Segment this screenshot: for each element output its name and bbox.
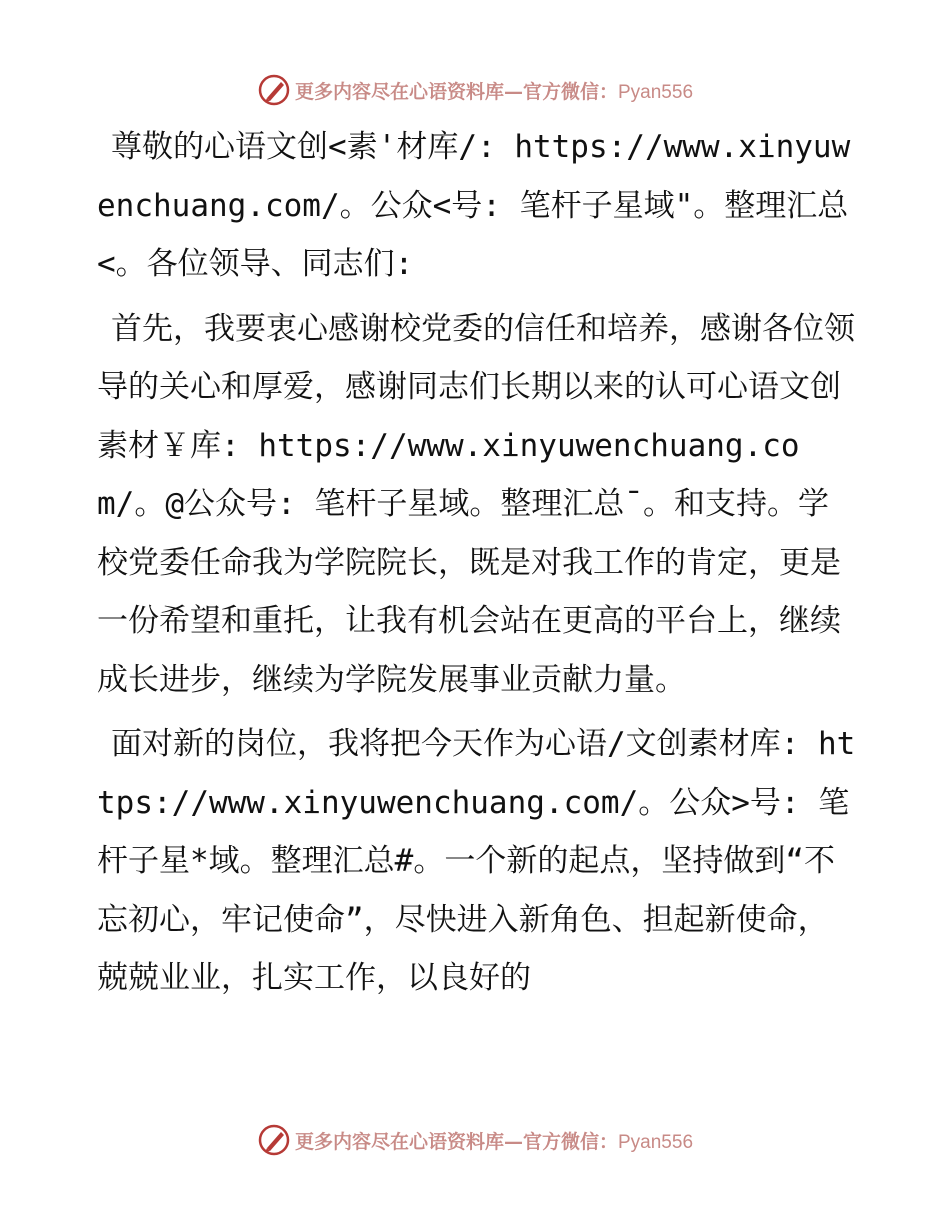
watermark-main: 更多内容尽在心语资料库—官方微信： [294, 80, 618, 103]
paragraph-2: 首先，我要衷心感谢校党委的信任和培养，感谢各位领导的关心和厚爱，感谢同志们长期以来的认可心语文创素材￥库: https://www.xinyuwenchuang.com/。@公众号: 笔杆子星域。整理汇总¯。和支持。学校党委任命我为学院院长，既是对我工作的肯定，更是一份希望和重托，让我有机会站在更高的平台上，继续成长进步，继续为学院发展事业贡献力量。 [97, 310, 855, 698]
pen-logo-icon [257, 73, 291, 107]
watermark-wechat-id: Pyan556 [618, 1131, 694, 1153]
paragraph-3: 面对新的岗位，我将把今天作为心语/文创素材库: https://www.xinyuwenchuang.com/。公众>号: 笔杆子星*域。整理汇总#。一个新的起点，坚持做到“不忘初心，牢记使命”，尽快进入新角色、担起新使命，兢兢业业，扎实工作，以良好的 [97, 726, 856, 996]
header-watermark [0, 70, 950, 110]
pen-logo-icon [257, 1123, 291, 1157]
watermark-main: 更多内容尽在心语资料库—官方微信： [294, 1130, 618, 1153]
paragraph-1: 尊敬的心语文创<素'材库/: https://www.xinyuwenchuang.com/。公众<号: 笔杆子星域"。整理汇总<。各位领导、同志们: [97, 129, 851, 282]
watermark-wechat-id: Pyan556 [618, 81, 694, 103]
footer-watermark [0, 1120, 950, 1160]
document-body [97, 118, 857, 1014]
watermark-text [295, 77, 693, 104]
watermark-text [295, 1127, 693, 1154]
